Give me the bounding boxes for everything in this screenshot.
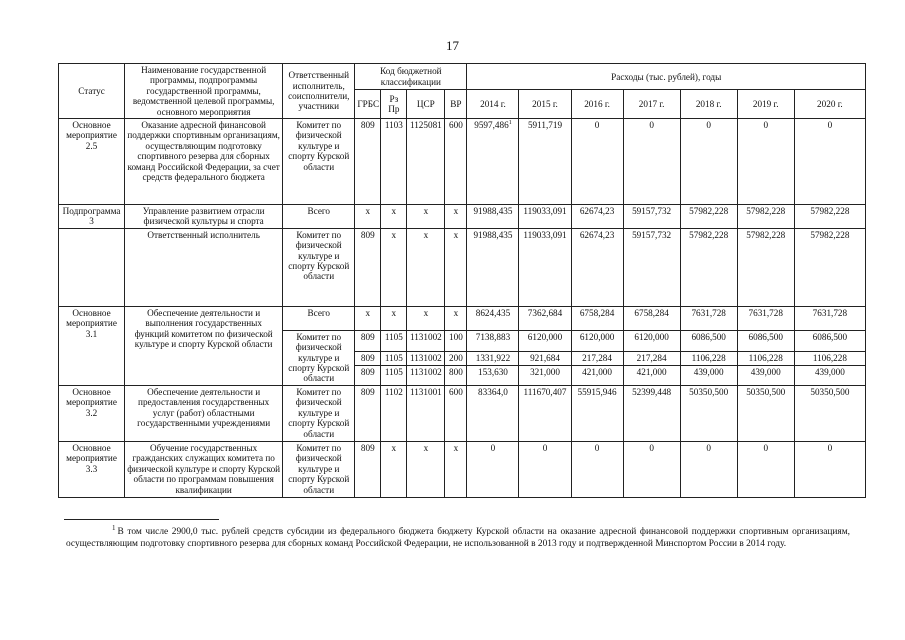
row-code-vr: 600 bbox=[445, 385, 467, 441]
row-code-csr: 1131002 bbox=[407, 330, 445, 351]
table-row bbox=[59, 306, 866, 330]
row-code-csr: 1131002 bbox=[407, 366, 445, 386]
row-value-2018: 0 bbox=[680, 119, 737, 205]
row-value-2019: 6086,500 bbox=[737, 330, 794, 351]
row-code-rzpr: 1105 bbox=[381, 351, 407, 366]
budget-table bbox=[58, 63, 866, 498]
row-value-2020: 1106,228 bbox=[794, 351, 865, 366]
row-value-2015: 6120,000 bbox=[519, 330, 571, 351]
row-responsible-total: Всего bbox=[283, 306, 355, 330]
header-name: Наименование государственной программы, подпрограммы государственной программы, ведомственной целевой программы, основного мероприятия bbox=[125, 64, 283, 119]
row-code-rzpr: 1103 bbox=[381, 119, 407, 205]
row-responsible: Комитет по физической культуре и спорту Курской области bbox=[283, 228, 355, 306]
row-code-csr: 1131002 bbox=[407, 351, 445, 366]
row-value-2017: 0 bbox=[623, 119, 680, 205]
footnote bbox=[66, 523, 850, 550]
row-value-2020: 439,000 bbox=[794, 366, 865, 386]
row-status: Основное мероприятие 2.5 bbox=[59, 119, 125, 205]
row-code-csr: х bbox=[407, 205, 445, 229]
header-code-rzpr: Рз Пр bbox=[381, 90, 407, 119]
row-code-rzpr: х bbox=[381, 205, 407, 229]
row-value-2016: 62674,23 bbox=[571, 228, 623, 306]
row-code-csr: 1131001 bbox=[407, 385, 445, 441]
row-value-2014: 8624,435 bbox=[467, 306, 519, 330]
row-value-2014 bbox=[467, 119, 519, 205]
row-code-vr: х bbox=[445, 441, 467, 497]
row-code-rzpr: х bbox=[381, 441, 407, 497]
header-year-2020: 2020 г. bbox=[794, 90, 865, 119]
row-value-2016: 62674,23 bbox=[571, 205, 623, 229]
row-value-2016: 0 bbox=[571, 441, 623, 497]
row-code-vr: х bbox=[445, 205, 467, 229]
row-name: Обеспечение деятельности и выполнения государственных функций комитетом по физической культуре и спорту Курской области bbox=[125, 306, 283, 385]
row-value-2020: 50350,500 bbox=[794, 385, 865, 441]
row-code-rzpr: 1105 bbox=[381, 366, 407, 386]
row-code-grbs: 809 bbox=[355, 330, 381, 351]
row-value-2015: 119033,091 bbox=[519, 228, 571, 306]
table-row bbox=[59, 228, 866, 306]
row-responsible: Комитет по физической культуре и спорту Курской области bbox=[283, 385, 355, 441]
row-value-2018: 6086,500 bbox=[680, 330, 737, 351]
table-row bbox=[59, 385, 866, 441]
row-responsible: Комитет по физической культуре и спорту Курской области bbox=[283, 119, 355, 205]
row-code-csr: х bbox=[407, 306, 445, 330]
row-code-grbs: 809 bbox=[355, 119, 381, 205]
row-value-2020: 0 bbox=[794, 119, 865, 205]
row-value-2014: 1331,922 bbox=[467, 351, 519, 366]
row-name: Оказание адресной финансовой поддержки спортивным организациям, осуществляющим подготовку спортивного резерва для сборных команд Российской Федерации, за счет средств федерального бюджета bbox=[125, 119, 283, 205]
row-responsible: Комитет по физической культуре и спорту Курской области bbox=[283, 441, 355, 497]
row-value-2014: 153,630 bbox=[467, 366, 519, 386]
row-value-2016: 6758,284 bbox=[571, 306, 623, 330]
row-status: Основное мероприятие 3.1 bbox=[59, 306, 125, 385]
row-status: Основное мероприятие 3.2 bbox=[59, 385, 125, 441]
footnote-text: В том числе 2900,0 тыс. рублей средств субсидии из федерального бюджета бюджету Курской области на оказание адресной финансовой поддержки спортивным организациям, осуществляющим подготовку спортивного резерва для сборных команд Российской Федерации, не использованной в 2013 году и подтвержденной Минспортом России в 2014 году. bbox=[66, 527, 850, 549]
header-code-grbs: ГРБС bbox=[355, 90, 381, 119]
row-code-csr: 1125081 bbox=[407, 119, 445, 205]
row-name: Обеспечение деятельности и предоставления государственных услуг (работ) областными государственными учреждениями bbox=[125, 385, 283, 441]
row-responsible: Комитет по физической культуре и спорту Курской области bbox=[283, 330, 355, 385]
row-code-grbs: 809 bbox=[355, 228, 381, 306]
row-value-2018: 0 bbox=[680, 441, 737, 497]
row-value-2016: 217,284 bbox=[571, 351, 623, 366]
row-value-2015: 921,684 bbox=[519, 351, 571, 366]
row-code-grbs: 809 bbox=[355, 441, 381, 497]
row-status bbox=[59, 228, 125, 306]
row-value-2019: 57982,228 bbox=[737, 228, 794, 306]
header-year-2016: 2016 г. bbox=[571, 90, 623, 119]
row-code-vr: 800 bbox=[445, 366, 467, 386]
row-code-vr: х bbox=[445, 228, 467, 306]
row-value-2019: 1106,228 bbox=[737, 351, 794, 366]
row-value-2014: 91988,435 bbox=[467, 228, 519, 306]
footnote-mark: 1 bbox=[112, 523, 116, 532]
row-value-2020: 0 bbox=[794, 441, 865, 497]
row-value-2014: 0 bbox=[467, 441, 519, 497]
row-value-2014: 7138,883 bbox=[467, 330, 519, 351]
row-code-csr: х bbox=[407, 441, 445, 497]
row-value-2017: 0 bbox=[623, 441, 680, 497]
row-value-2017: 52399,448 bbox=[623, 385, 680, 441]
row-code-grbs: х bbox=[355, 306, 381, 330]
table-header bbox=[59, 64, 866, 119]
header-year-2017: 2017 г. bbox=[623, 90, 680, 119]
header-year-2014: 2014 г. bbox=[467, 90, 519, 119]
row-code-vr: 600 bbox=[445, 119, 467, 205]
row-code-vr: 200 bbox=[445, 351, 467, 366]
row-responsible: Всего bbox=[283, 205, 355, 229]
row-value-2015: 0 bbox=[519, 441, 571, 497]
row-value-2019: 0 bbox=[737, 119, 794, 205]
row-value-2017: 6758,284 bbox=[623, 306, 680, 330]
row-value-2018: 7631,728 bbox=[680, 306, 737, 330]
footnote-ref: 1 bbox=[508, 119, 512, 126]
row-value-2018: 57982,228 bbox=[680, 205, 737, 229]
row-name: Обучение государственных гражданских служащих комитета по физической культуре и спорту Курской области по программам повышения квалификации bbox=[125, 441, 283, 497]
row-value-2019: 57982,228 bbox=[737, 205, 794, 229]
row-value-2017: 217,284 bbox=[623, 351, 680, 366]
row-value-2019: 7631,728 bbox=[737, 306, 794, 330]
page-number: 17 bbox=[446, 38, 459, 53]
row-value-2020: 57982,228 bbox=[794, 205, 865, 229]
row-value-2018: 57982,228 bbox=[680, 228, 737, 306]
row-value-2014: 83364,0 bbox=[467, 385, 519, 441]
value-text: 9597,486 bbox=[474, 120, 509, 131]
row-value-2016: 6120,000 bbox=[571, 330, 623, 351]
row-code-grbs: х bbox=[355, 205, 381, 229]
row-value-2017: 421,000 bbox=[623, 366, 680, 386]
header-code-group: Код бюджетной классификации bbox=[355, 64, 467, 90]
row-value-2019: 50350,500 bbox=[737, 385, 794, 441]
row-value-2016: 55915,946 bbox=[571, 385, 623, 441]
header-year-2015: 2015 г. bbox=[519, 90, 571, 119]
row-value-2017: 59157,732 bbox=[623, 205, 680, 229]
table-row bbox=[59, 205, 866, 229]
row-value-2014: 91988,435 bbox=[467, 205, 519, 229]
row-code-rzpr: х bbox=[381, 228, 407, 306]
row-value-2015: 119033,091 bbox=[519, 205, 571, 229]
header-code-vr: ВР bbox=[445, 90, 467, 119]
row-name: Управление развитием отрасли физической культуры и спорта bbox=[125, 205, 283, 229]
row-value-2020: 7631,728 bbox=[794, 306, 865, 330]
row-value-2018: 50350,500 bbox=[680, 385, 737, 441]
row-status: Подпрограмма 3 bbox=[59, 205, 125, 229]
footnote-divider bbox=[64, 519, 219, 520]
row-value-2019: 0 bbox=[737, 441, 794, 497]
header-code-csr: ЦСР bbox=[407, 90, 445, 119]
header-year-2018: 2018 г. bbox=[680, 90, 737, 119]
row-value-2016: 421,000 bbox=[571, 366, 623, 386]
row-code-vr: х bbox=[445, 306, 467, 330]
row-value-2020: 6086,500 bbox=[794, 330, 865, 351]
row-code-grbs: 809 bbox=[355, 385, 381, 441]
row-value-2019: 439,000 bbox=[737, 366, 794, 386]
table-row bbox=[59, 119, 866, 205]
row-value-2015: 5911,719 bbox=[519, 119, 571, 205]
row-value-2020: 57982,228 bbox=[794, 228, 865, 306]
row-value-2018: 1106,228 bbox=[680, 351, 737, 366]
row-code-grbs: 809 bbox=[355, 351, 381, 366]
row-value-2015: 111670,407 bbox=[519, 385, 571, 441]
header-responsible: Ответственный исполнитель, соисполнители, участники bbox=[283, 64, 355, 119]
table-row bbox=[59, 441, 866, 497]
row-code-rzpr: 1105 bbox=[381, 330, 407, 351]
row-value-2015: 7362,684 bbox=[519, 306, 571, 330]
row-code-csr: х bbox=[407, 228, 445, 306]
header-year-2019: 2019 г. bbox=[737, 90, 794, 119]
row-value-2018: 439,000 bbox=[680, 366, 737, 386]
row-code-rzpr: х bbox=[381, 306, 407, 330]
row-code-grbs: 809 bbox=[355, 366, 381, 386]
row-status: Основное мероприятие 3.3 bbox=[59, 441, 125, 497]
row-value-2017: 59157,732 bbox=[623, 228, 680, 306]
header-status: Статус bbox=[59, 64, 125, 119]
header-expenses-group: Расходы (тыс. рублей), годы bbox=[467, 64, 866, 90]
row-value-2015: 321,000 bbox=[519, 366, 571, 386]
row-code-vr: 100 bbox=[445, 330, 467, 351]
row-name: Ответственный исполнитель bbox=[125, 228, 283, 306]
row-value-2016: 0 bbox=[571, 119, 623, 205]
row-code-rzpr: 1102 bbox=[381, 385, 407, 441]
row-value-2017: 6120,000 bbox=[623, 330, 680, 351]
